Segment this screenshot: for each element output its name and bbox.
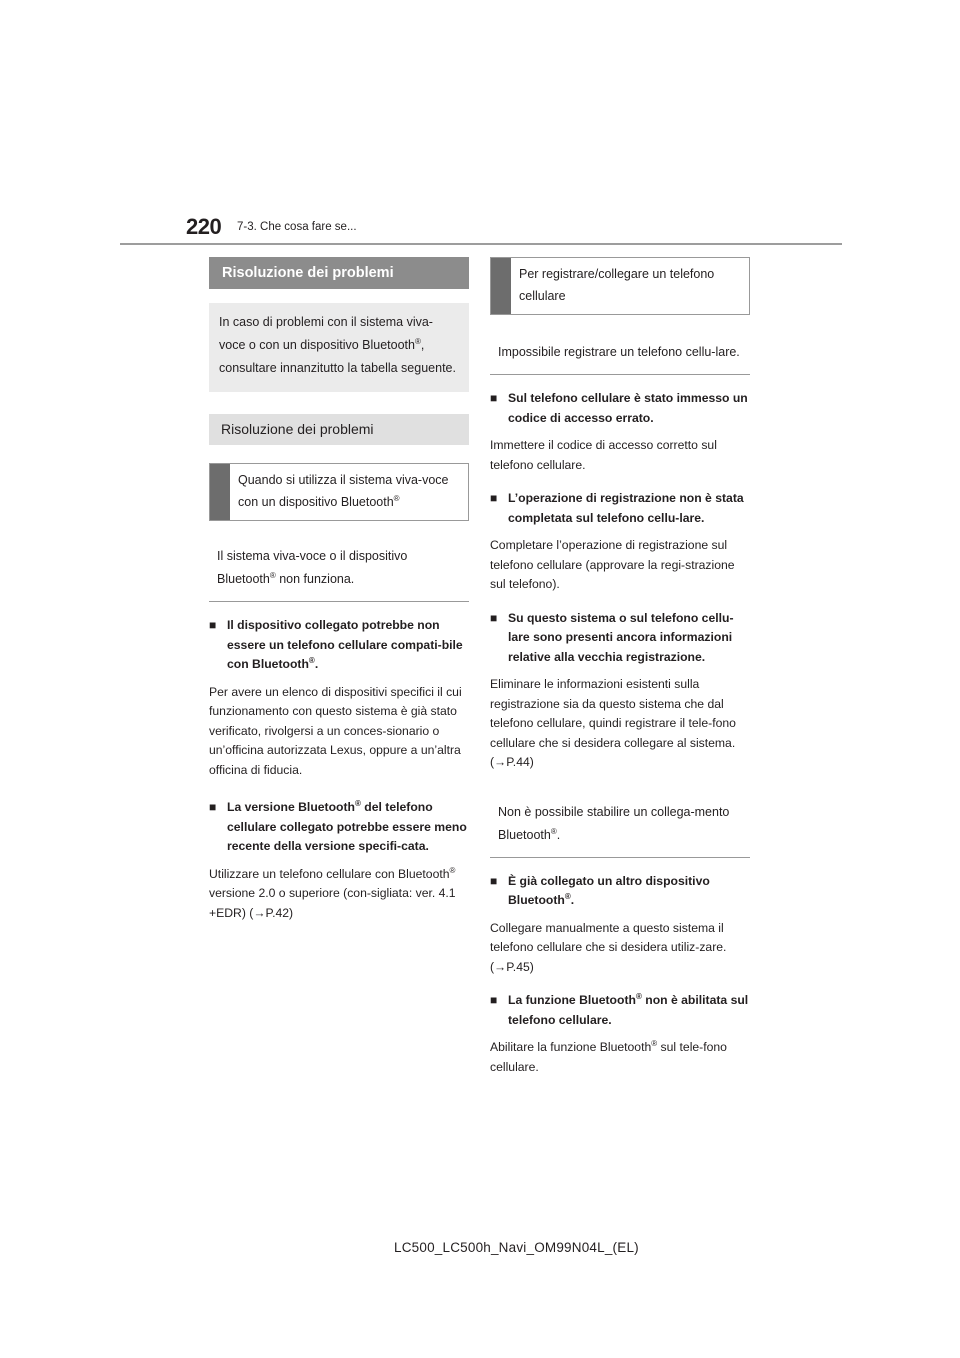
category-box bbox=[490, 257, 750, 315]
square-bullet-icon: ■ bbox=[209, 800, 217, 814]
cause-text: Su questo sistema o sul telefono cellu-lare sono presenti ancora informazioni relative alla vecchia registrazione. bbox=[508, 610, 734, 664]
symptom-title: Non è possibile stabilire un collega-mento Bluetooth®. bbox=[490, 793, 750, 858]
cause-item bbox=[490, 489, 750, 528]
remedy-text: Collegare manualmente a questo sistema il telefono cellulare che si desidera utiliz-zare. (→P.45) bbox=[490, 920, 727, 974]
sub-title: Risoluzione dei problemi bbox=[209, 414, 469, 445]
symptom-title: Il sistema viva-voce o il dispositivo Bluetooth® non funziona. bbox=[209, 537, 469, 602]
remedy-text: Immettere il codice di accesso corretto sul telefono cellulare. bbox=[490, 438, 717, 472]
square-bullet-icon: ■ bbox=[490, 610, 498, 625]
cause-item bbox=[490, 609, 750, 668]
header-rule bbox=[120, 243, 842, 245]
left-column bbox=[209, 257, 469, 923]
main-title: Risoluzione dei problemi bbox=[209, 257, 469, 289]
cause-text: La versione Bluetooth® del telefono cellulare collegato potrebbe essere meno recente della versione specifi-cata. bbox=[227, 798, 467, 853]
category-label: Quando si utilizza il sistema viva-voce con un dispositivo Bluetooth® bbox=[238, 473, 449, 509]
cause-text: L’operazione di registrazione non è stata completata sul telefono cellu-lare. bbox=[508, 491, 744, 525]
cause-text: La funzione Bluetooth® non è abilitata sul telefono cellulare. bbox=[508, 991, 749, 1027]
square-bullet-icon: ■ bbox=[490, 391, 498, 405]
square-bullet-icon: ■ bbox=[209, 618, 217, 632]
intro-box: In caso di problemi con il sistema viva-voce o con un dispositivo Bluetooth®, consultare innanzitutto la tabella seguente. bbox=[209, 303, 469, 392]
right-column bbox=[490, 257, 750, 1077]
remedy-text: Utilizzare un telefono cellulare con Bluetooth® versione 2.0 o superiore (con-sigliata: ver. 4.1 +EDR) (→P.42) bbox=[209, 865, 456, 920]
square-bullet-icon: ■ bbox=[490, 873, 498, 888]
square-bullet-icon: ■ bbox=[490, 491, 498, 505]
category-bar bbox=[210, 464, 230, 520]
square-bullet-icon: ■ bbox=[490, 993, 498, 1007]
document-code: LC500_LC500h_Navi_OM99N04L_(EL) bbox=[394, 1240, 639, 1255]
cause-item bbox=[490, 991, 750, 1030]
category-label: Per registrare/collegare un telefono cellulare bbox=[519, 267, 715, 303]
cause-item bbox=[209, 798, 469, 857]
remedy-text: Per avere un elenco di dispositivi specifici il cui funzionamento con questo sistema è già stato verificato, rivolgersi a un conces-sionario o un’officina autorizzata Lexus, oppure a un’altra officina di fiducia. bbox=[209, 684, 462, 777]
cause-item bbox=[209, 616, 469, 675]
cause-text: È già collegato un altro dispositivo Bluetooth®. bbox=[508, 873, 710, 907]
symptom-title: Impossibile registrare un telefono cellu-lare. bbox=[490, 333, 750, 375]
page-number: 220 bbox=[186, 214, 222, 239]
remedy-text: Eliminare le informazioni esistenti sulla registrazione sia da questo sistema che dal telefono cellulare, quindi registrare il tele-fono cellulare che si desidera collegare al sistema. (→P.44) bbox=[490, 677, 736, 769]
cause-text: Sul telefono cellulare è stato immesso un codice di accesso errato. bbox=[508, 391, 748, 425]
section-title: 7-3. Che cosa fare se... bbox=[237, 221, 357, 233]
category-box bbox=[209, 463, 469, 521]
cause-item bbox=[490, 389, 750, 428]
category-bar bbox=[491, 258, 511, 314]
cause-text: Il dispositivo collegato potrebbe non essere un telefono cellulare compati-bile con Bluetooth®. bbox=[227, 618, 463, 671]
cause-item bbox=[490, 872, 750, 911]
remedy-text: Completare l’operazione di registrazione sul telefono cellulare (approvare la regi-strazione sul telefono). bbox=[490, 538, 735, 591]
remedy-text: Abilitare la funzione Bluetooth® sul tele-fono cellulare. bbox=[490, 1038, 727, 1074]
